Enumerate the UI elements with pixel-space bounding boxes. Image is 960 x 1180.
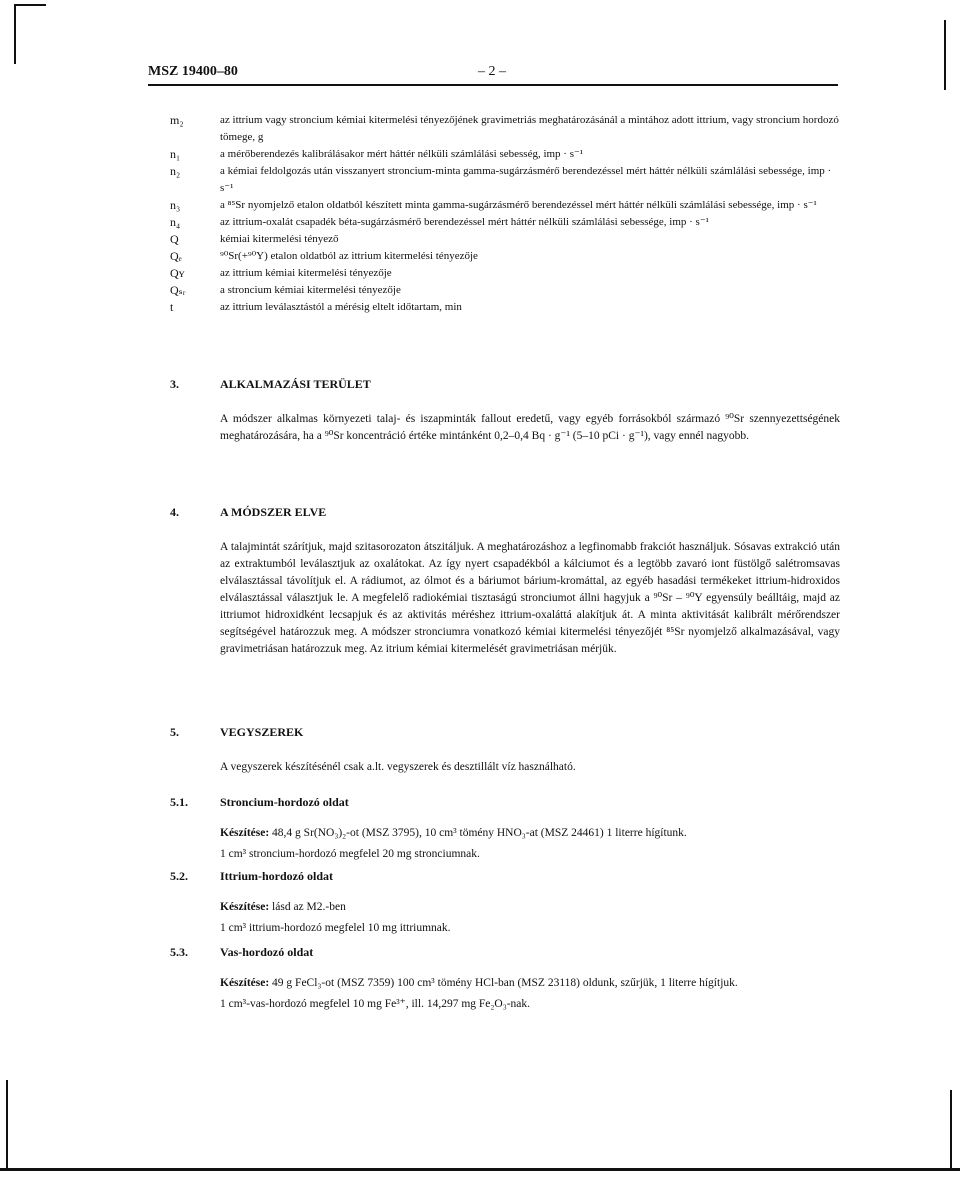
section-body: A vegyszerek készítésénél csak a.lt. vegyszerek és desztillált víz használható. — [220, 761, 576, 773]
subsection-body — [220, 899, 840, 937]
subsection-title: Vas-hordozó oldat — [220, 945, 314, 959]
preparation-text: lásd az M2.-ben — [272, 901, 346, 913]
scan-border-top-line — [14, 4, 46, 6]
subsection-5-1 — [170, 794, 840, 867]
section-5 — [170, 724, 840, 776]
scan-border-right — [944, 20, 946, 90]
def-text: a kémiai feldolgozás után visszanyert stroncium-minta gamma-sugárzásmérő berendezéssel mért háttér nélküli számlálási sebessége, imp · s⁻¹ — [220, 165, 832, 194]
section-body: A talajmintát szárítjuk, majd szitasorozaton átszitáljuk. A meghatározáshoz a legfinomabb frakciót használjuk. Sósavas extrakció után az extraktumból leválasztjuk az oxalátokat. Az így nyert csapadékból a kálciumot és a legtöbb zavaró iont füstölgő salétromsavas elválasztással távolítjuk el. A rádiumot, az ólmot és a báriumot bárium-kromáttal, az egyéb hasadási termékeket ittrium-hidroxidos elválasztással választjuk le. A megfelelő radiokémiai tisztaságú stronciumot állni hagyjuk a ⁹⁰Sr – ⁹⁰Y egyensúly beálltáig, majd az ittriumot hidroxidként lecsapjuk és az aktivitás méréshez ittrium-oxaláttá alakítjuk át. A minta aktivitását kalibrált mérőrendszer segítségével határozzuk meg. A módszer stronciumra vonatkozó kémiai kitermelési tényezőjét ⁸⁵Sr nyomjelző alkalmazásával, vagy gravimetriásan határozzuk meg. Az itrium kémiai kitermelését gravimetriásan mérjük. — [220, 541, 840, 655]
preparation-text: 48,4 g Sr(NO₃)₂-ot (MSZ 3795), 10 cm³ tömény HNO₃-at (MSZ 24461) 1 literre hígítunk. — [272, 827, 687, 839]
def-text: az ittrium vagy stroncium kémiai kitermelési tényezőjének gravimetriás meghatározásánál a mintához adott ittrium, vagy stroncium hordozó tömege, g — [220, 114, 839, 143]
equivalence-line: 1 cm³ ittrium-hordozó megfelel 10 mg ittriumnak. — [220, 922, 451, 934]
def-symbol: n₂ — [170, 164, 181, 178]
def-symbol: m₂ — [170, 113, 184, 127]
def-text: ⁹⁰Sr(+⁹⁰Y) etalon oldatból az ittrium kitermelési tényezője — [220, 250, 478, 262]
preparation-label: Készítése: — [220, 977, 270, 989]
subsection-heading — [170, 868, 840, 885]
def-symbol: t — [170, 300, 174, 314]
definition-row — [170, 231, 840, 248]
definition-row — [170, 197, 840, 214]
definition-row — [170, 163, 840, 197]
def-symbol: Qₑ — [170, 249, 182, 263]
subsection-number: 5.1. — [170, 795, 188, 809]
definition-row — [170, 265, 840, 282]
def-symbol: Q — [170, 232, 179, 246]
section-number: 4. — [170, 505, 179, 519]
equivalence-line: 1 cm³ stroncium-hordozó megfelel 20 mg stronciumnak. — [220, 848, 480, 860]
definition-row — [170, 112, 840, 146]
preparation-label: Készítése: — [220, 901, 270, 913]
def-text: a ⁸⁵Sr nyomjelző etalon oldatból készített minta gamma-sugárzásmérő berendezéssel mért háttér nélküli számlálási sebessége, imp · s⁻¹ — [220, 199, 817, 211]
def-text: az ittrium-oxalát csapadék béta-sugárzásmérő berendezéssel mért háttér nélküli számlálási sebessége, imp · s⁻¹ — [220, 216, 709, 228]
section-title: VEGYSZEREK — [220, 725, 304, 739]
def-text: az ittrium kémiai kitermelési tényezője — [220, 267, 392, 279]
definition-row — [170, 214, 840, 231]
subsection-5-3 — [170, 944, 840, 1017]
def-symbol: n₁ — [170, 147, 181, 161]
preparation-line — [220, 975, 840, 992]
subsection-5-2 — [170, 868, 840, 941]
def-text: a mérőberendezés kalibrálásakor mért háttér nélküli számlálási sebesség, imp · s⁻¹ — [220, 148, 584, 160]
def-text: kémiai kitermelési tényező — [220, 233, 339, 245]
section-number: 5. — [170, 725, 179, 739]
section-number: 3. — [170, 377, 179, 391]
subsection-number: 5.3. — [170, 945, 188, 959]
header-rule — [148, 84, 838, 86]
scan-border-left-bottom — [6, 1080, 8, 1168]
page-header — [148, 64, 848, 84]
subsection-body — [220, 825, 840, 863]
section-heading — [170, 724, 840, 741]
def-symbol: n₃ — [170, 198, 181, 212]
definition-row — [170, 248, 840, 265]
section-4 — [170, 504, 840, 658]
symbol-definitions — [170, 112, 840, 316]
scan-border-right-bottom — [950, 1090, 952, 1168]
subsection-heading — [170, 944, 840, 961]
section-heading — [170, 376, 840, 393]
def-symbol: n₄ — [170, 215, 181, 229]
def-text: a stroncium kémiai kitermelési tényezője — [220, 284, 401, 296]
equivalence-line: 1 cm³-vas-hordozó megfelel 10 mg Fe³⁺, ill. 14,297 mg Fe₂O₃-nak. — [220, 998, 531, 1010]
section-title: ALKALMAZÁSI TERÜLET — [220, 377, 371, 391]
def-symbol: Qʏ — [170, 266, 185, 280]
page-number: – 2 – — [478, 64, 506, 79]
preparation-line — [220, 899, 840, 916]
section-heading — [170, 504, 840, 521]
subsection-heading — [170, 794, 840, 811]
subsection-title: Stroncium-hordozó oldat — [220, 795, 349, 809]
scan-border-bottom — [0, 1168, 960, 1171]
section-3 — [170, 376, 840, 445]
definition-row — [170, 299, 840, 316]
preparation-line — [220, 825, 840, 842]
definition-row — [170, 146, 840, 163]
scan-border-top — [14, 4, 16, 64]
def-text: az ittrium leválasztástól a mérésig eltelt időtartam, min — [220, 301, 462, 313]
def-symbol: Qₛᵣ — [170, 283, 186, 297]
subsection-number: 5.2. — [170, 869, 188, 883]
subsection-title: Ittrium-hordozó oldat — [220, 869, 333, 883]
document-id: MSZ 19400–80 — [148, 64, 238, 79]
preparation-label: Készítése: — [220, 827, 270, 839]
subsection-body — [220, 975, 840, 1013]
section-body: A módszer alkalmas környezeti talaj- és iszapminták fallout eredetű, vagy egyéb forrásokból származó ⁹⁰Sr szennyezettségének meghatározására, ha a ⁹⁰Sr koncentráció értéke mintánként 0,2–0,4 Bq · g⁻¹ (5–10 pCi · g⁻¹), vagy ennél nagyobb. — [220, 413, 840, 442]
preparation-text: 49 g FeCl₃-ot (MSZ 7359) 100 cm³ tömény HCl-ban (MSZ 23118) oldunk, szűrjük, 1 literre hígítjuk. — [272, 977, 738, 989]
section-title: A MÓDSZER ELVE — [220, 505, 327, 519]
definition-row — [170, 282, 840, 299]
